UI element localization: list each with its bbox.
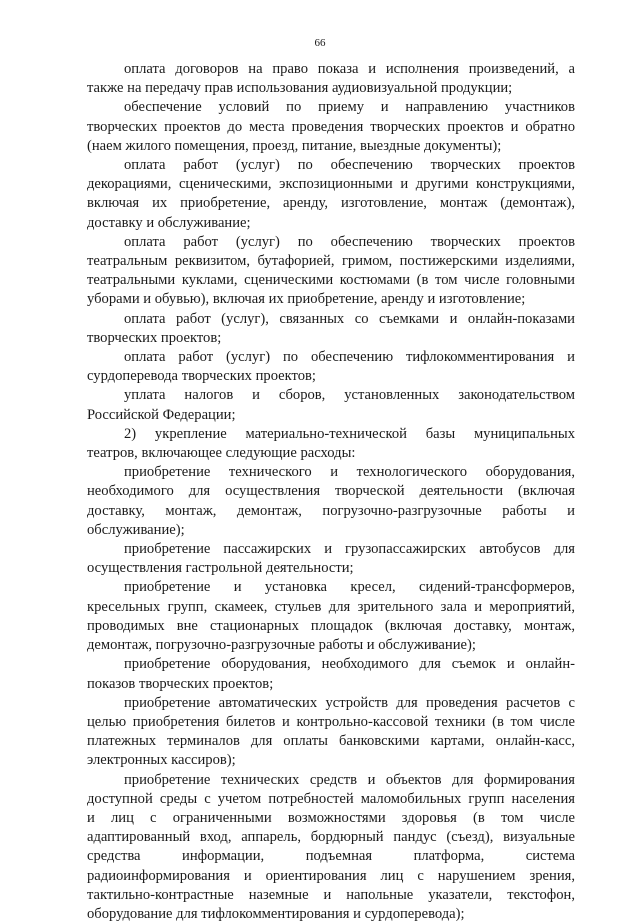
text-line: средства информации, подъемная платформа, система	[87, 848, 575, 865]
paragraph	[87, 463, 575, 540]
text-line: кресельных групп, скамеек, стульев для зрительного зала и мероприятий,	[87, 598, 575, 615]
text-line: уплата налогов и сборов, установленных законодательством	[124, 387, 575, 404]
text-line: обеспечение условий по приему и направлению участников	[124, 99, 575, 116]
paragraph	[87, 694, 575, 771]
text-line: сурдоперевода творческих проектов;	[87, 368, 316, 385]
text-line: творческих проектов до места проведения творческих проектов и обратно	[87, 118, 575, 135]
text-line: театральным реквизитом, бутафорией, гримом, постижерскими изделиями,	[87, 253, 575, 270]
text-line: демонтаж, погрузочно-разгрузочные работы и обслуживание);	[87, 637, 476, 654]
paragraph	[87, 386, 575, 424]
text-line: театральными куклами, сценическими костюмами (в том числе головными	[87, 272, 575, 289]
text-line: приобретение автоматических устройств для проведения расчетов с	[124, 694, 575, 711]
text-line: 2) укрепление материально-технической базы муниципальных	[124, 425, 575, 442]
text-line: оплата договоров на право показа и исполнения произведений, а	[124, 61, 575, 77]
paragraph	[87, 348, 575, 386]
text-line: приобретение технического и технологического оборудования,	[124, 464, 575, 481]
text-line: платежных терминалов для оплаты банковскими картами, онлайн-касс,	[87, 733, 575, 750]
text-line: проводимых вне стационарных площадок (включая доставку, монтаж,	[87, 617, 575, 634]
text-line: доступной среды с учетом потребностей маломобильных групп населения	[87, 790, 575, 807]
text-line: (наем жилого помещения, проезд, питание, выездные документы);	[87, 137, 502, 154]
paragraph	[87, 233, 575, 310]
text-line: тактильно-контрастные наземные и напольные указатели, текстофон,	[87, 886, 575, 903]
text-line: обслуживание);	[87, 521, 185, 538]
text-line: оплата работ (услуг), связанных со съемками и онлайн-показами	[124, 310, 575, 327]
text-line: оплата работ (услуг) по обеспечению творческих проектов	[124, 233, 575, 250]
text-line: электронных кассиров);	[87, 752, 236, 769]
text-line: приобретение оборудования, необходимого для съемок и онлайн-	[124, 656, 575, 673]
paragraph	[87, 425, 575, 463]
text-line: театров, включающее следующие расходы:	[87, 445, 356, 462]
paragraph	[87, 655, 575, 693]
text-line: также на передачу прав использования аудиовизуальной продукции;	[87, 80, 513, 97]
text-line: доставку, монтаж, демонтаж, погрузочно-разгрузочные работы и	[87, 502, 575, 519]
document-body	[87, 60, 575, 924]
text-line: оплата работ (услуг) по обеспечению тифлокомментирования и	[124, 349, 575, 366]
paragraph	[87, 310, 575, 348]
text-line: включая их приобретение, аренду, изготовление, монтаж (демонтаж),	[87, 195, 575, 212]
text-line: творческих проектов;	[87, 329, 222, 346]
text-line: радиоинформирования и ориентирования лиц с нарушением зрения,	[87, 867, 575, 884]
text-line: осуществления гастрольной деятельности;	[87, 560, 354, 577]
paragraph	[87, 60, 575, 98]
paragraph	[87, 540, 575, 578]
text-line: адаптированный вход, аппарель, бордюрный пандус (съезд), визуальные	[87, 829, 575, 846]
paragraph	[87, 578, 575, 655]
text-line: показов творческих проектов;	[87, 675, 274, 692]
text-line: декорациями, сценическими, экспозиционными и другими конструкциями,	[87, 176, 575, 193]
text-line: уборами и обувью), включая их приобретение, аренду и изготовление;	[87, 291, 526, 308]
page-number: 66	[314, 37, 326, 49]
text-line: доставку и обслуживание;	[87, 214, 251, 231]
text-line: оплата работ (услуг) по обеспечению творческих проектов	[124, 157, 575, 174]
paragraph	[87, 771, 575, 924]
text-line: приобретение пассажирских и грузопассажирских автобусов для	[124, 541, 575, 558]
text-line: целью приобретения билетов и контрольно-кассовой техники (в том числе	[87, 713, 575, 730]
text-line: и лиц с ограниченными возможностями здоровья (в том числе	[87, 809, 575, 826]
text-line: приобретение и установка кресел, сидений-трансформеров,	[124, 579, 575, 596]
text-line: необходимого для осуществления творческой деятельности (включая	[87, 483, 575, 500]
text-line: оборудование для тифлокомментирования и сурдоперевода);	[87, 905, 465, 922]
paragraph	[87, 98, 575, 156]
paragraph	[87, 156, 575, 233]
text-line: приобретение технических средств и объектов для формирования	[124, 771, 575, 788]
text-line: Российской Федерации;	[87, 406, 236, 423]
